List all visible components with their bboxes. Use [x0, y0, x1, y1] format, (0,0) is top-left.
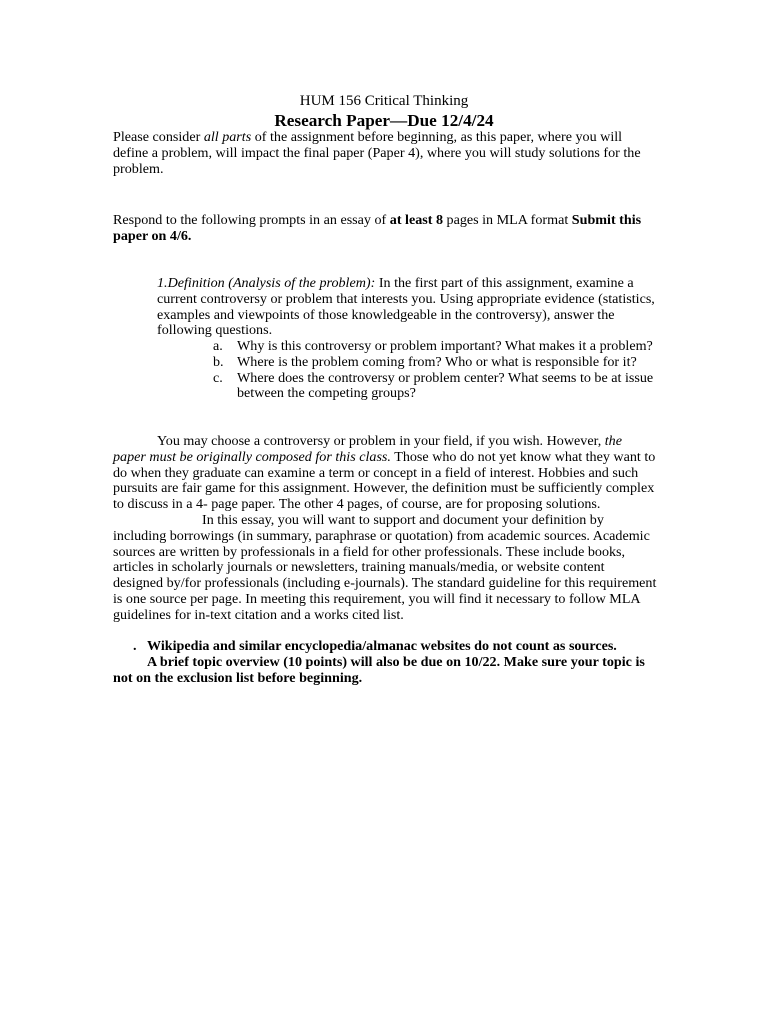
definition-text: In the first part of this assignment, examine a current controversy or problem that interests you. Using appropriate evidence (statistics, examples and viewpoints of those knowledgeable in the controversy), answer the following questions. [157, 275, 655, 339]
respond-text-1: Respond to the following prompts in an essay of [113, 212, 390, 228]
sources-paragraph: In this essay, you will want to support and document your definition by including borrowings (in summary, paraphrase or quotation) from academic sources. Academic sources are written by professionals in a field for other professionals. These include books, articles in scholarly journals or newsletters, training manuals/media, or website content designed by/for professionals (including e-journals). The standard guideline for this requirement is one source per page. In meeting this requirement, you will find it necessary to follow MLA guidelines for in-text citation and a works cited list. [113, 511, 657, 623]
list-item [213, 355, 663, 371]
list-item-text: Why is this controversy or problem important? What makes it a problem? [237, 338, 653, 354]
intro-text-1: Please consider [113, 129, 204, 145]
note-bullet: . [133, 638, 137, 654]
respond-submit-date: Submit this paper on 4/6. [113, 212, 642, 244]
note-line-1: Wikipedia and similar encyclopedia/almanac websites do not count as sources. [147, 638, 617, 654]
list-item [213, 371, 663, 403]
course-name: HUM 156 Critical Thinking [299, 93, 469, 109]
list-marker: a. [213, 338, 223, 354]
list-marker: c. [213, 369, 223, 386]
definition-section [157, 276, 657, 339]
note-line-2: A brief topic overview (10 points) will also be due on 10/22. Make sure your topic is not on the exclusion list before beginning. [113, 653, 645, 686]
definition-heading: 1.Definition (Analysis of the problem): [157, 275, 376, 291]
para2-text-1: You may choose a controversy or problem in your field, if you wish. However, [157, 433, 605, 449]
para2-emphasis: the paper must be originally composed for this class. [113, 433, 622, 465]
intro-paragraph [113, 130, 658, 177]
intro-emphasis: all parts [203, 129, 252, 145]
list-item [213, 339, 663, 355]
question-list [213, 339, 663, 402]
list-item-text: Where is the problem coming from? Who or what is responsible for it? [237, 353, 637, 370]
intro-text-2: of the assignment before beginning, as this paper, where you will define a problem, will impact the final paper (Paper 4), where you will study solutions for the problem. [113, 129, 641, 177]
respond-page-count: at least 8 [389, 212, 443, 228]
page-title: Research Paper—Due 12/4/24 [274, 111, 494, 130]
respond-paragraph [113, 213, 658, 245]
list-marker: b. [213, 353, 224, 370]
respond-text-2: pages in MLA format [443, 212, 572, 228]
list-item-text: Where does the controversy or problem center? What seems to be at issue between the competing groups? [237, 369, 654, 402]
notes-block [113, 639, 648, 686]
field-choice-paragraph [113, 434, 658, 624]
para2-text-2: Those who do not yet know what they want to do when they graduate can examine a term or concept in a field of interest. Hobbies and such pursuits are fair game for this assignment. However, the definition must be sufficiently complex to discuss in a 4- page paper. The other 4 pages, of course, are for proposing solutions. [113, 448, 656, 513]
